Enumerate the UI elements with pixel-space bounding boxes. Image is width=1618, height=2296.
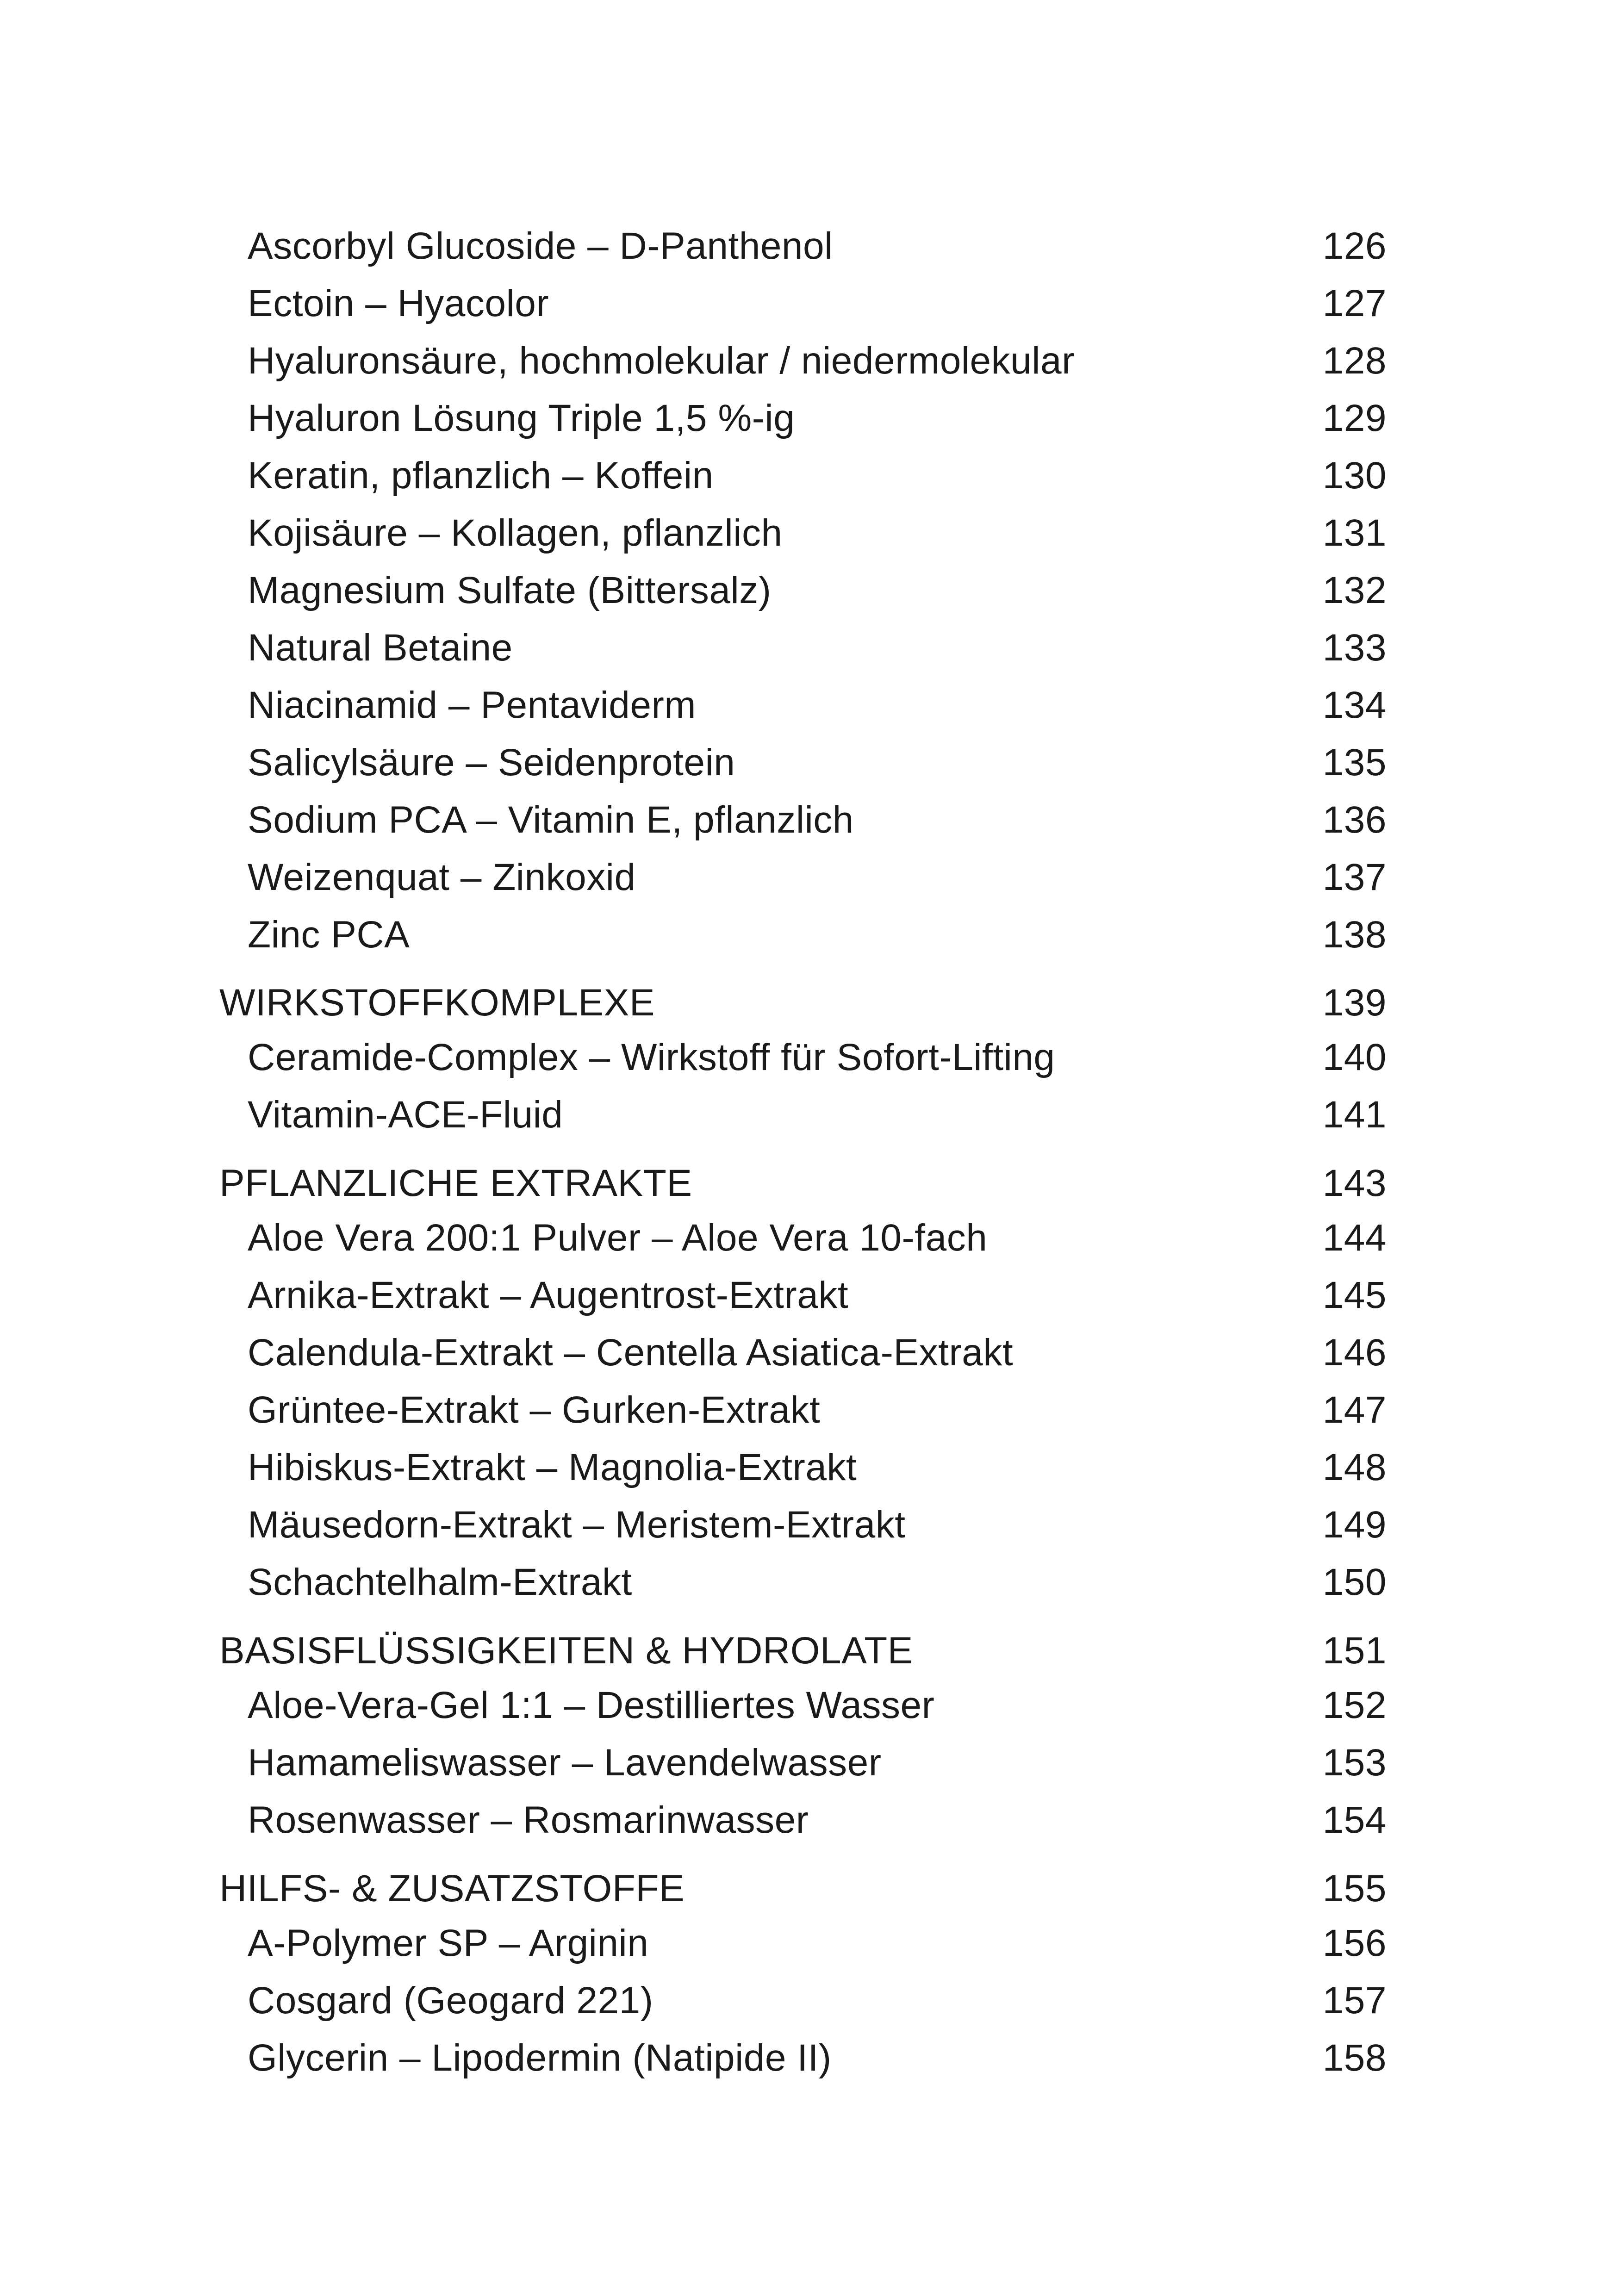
toc-entry-page: 133 bbox=[1322, 627, 1387, 669]
toc-entry bbox=[0, 1209, 1618, 1267]
toc-entry-page: 132 bbox=[1322, 569, 1387, 611]
toc-entry-label: Arnika-Extrakt – Augentrost-Extrakt bbox=[248, 1274, 849, 1316]
toc-entry bbox=[0, 1267, 1618, 1324]
toc-entry-label: Cosgard (Geogard 221) bbox=[248, 1979, 653, 2022]
toc-entry-page: 126 bbox=[1322, 225, 1387, 267]
toc-section-heading bbox=[0, 974, 1618, 1032]
toc-entry bbox=[0, 1972, 1618, 2029]
toc-entry bbox=[0, 2029, 1618, 2087]
toc-entry-label: Magnesium Sulfate (Bittersalz) bbox=[248, 569, 772, 611]
toc-entry-page: 134 bbox=[1322, 684, 1387, 726]
toc-entry bbox=[0, 390, 1618, 447]
toc-entry-page: 153 bbox=[1322, 1742, 1387, 1784]
toc-entry-label: Kojisäure – Kollagen, pflanzlich bbox=[248, 512, 783, 554]
toc-entry bbox=[0, 791, 1618, 849]
toc-entry-label: Hamameliswasser – Lavendelwasser bbox=[248, 1742, 882, 1784]
toc-entry-page: 154 bbox=[1322, 1799, 1387, 1841]
toc-entry-page: 138 bbox=[1322, 914, 1387, 956]
toc-entry bbox=[0, 1324, 1618, 1381]
toc-heading-page: 143 bbox=[1322, 1162, 1387, 1204]
toc-entry-label: Sodium PCA – Vitamin E, pflanzlich bbox=[248, 799, 854, 841]
toc-heading-label: HILFS- & ZUSATZSTOFFE bbox=[219, 1867, 685, 1910]
toc-entry-label: Rosenwasser – Rosmarinwasser bbox=[248, 1799, 809, 1841]
toc-heading-label: BASISFLÜSSIGKEITEN & HYDROLATE bbox=[219, 1630, 913, 1672]
toc-section-heading bbox=[0, 1155, 1618, 1212]
toc-entry-label: A-Polymer SP – Arginin bbox=[248, 1922, 649, 1964]
toc-entry-label: Glycerin – Lipodermin (Natipide II) bbox=[248, 2037, 832, 2079]
toc-entry-page: 158 bbox=[1322, 2037, 1387, 2079]
toc-entry-label: Mäusedorn-Extrakt – Meristem-Extrakt bbox=[248, 1504, 906, 1546]
toc-entry bbox=[0, 1439, 1618, 1496]
toc-heading-page: 155 bbox=[1322, 1867, 1387, 1910]
toc-entry bbox=[0, 906, 1618, 964]
toc-entry-page: 146 bbox=[1322, 1332, 1387, 1374]
toc-entry-page: 156 bbox=[1322, 1922, 1387, 1964]
toc-entry bbox=[0, 734, 1618, 791]
toc-entry-page: 128 bbox=[1322, 340, 1387, 382]
toc-entry-page: 130 bbox=[1322, 454, 1387, 497]
toc-entry bbox=[0, 1086, 1618, 1144]
toc-entry-page: 147 bbox=[1322, 1389, 1387, 1431]
toc-entry-label: Hyaluronsäure, hochmolekular / niedermolekular bbox=[248, 340, 1075, 382]
toc-entry-label: Zinc PCA bbox=[248, 914, 410, 956]
toc-entry-label: Ectoin – Hyacolor bbox=[248, 282, 549, 324]
toc-entry bbox=[0, 332, 1618, 390]
toc-entry-label: Weizenquat – Zinkoxid bbox=[248, 856, 636, 898]
toc-entry-page: 141 bbox=[1322, 1094, 1387, 1136]
toc-entry-page: 135 bbox=[1322, 741, 1387, 784]
toc-entry-page: 157 bbox=[1322, 1979, 1387, 2022]
toc-entry-label: Niacinamid – Pentaviderm bbox=[248, 684, 697, 726]
toc-entry-page: 145 bbox=[1322, 1274, 1387, 1316]
toc-entry-label: Salicylsäure – Seidenprotein bbox=[248, 741, 735, 784]
toc-entry-label: Grüntee-Extrakt – Gurken-Extrakt bbox=[248, 1389, 821, 1431]
toc-section-heading bbox=[0, 1622, 1618, 1680]
toc-entry-page: 148 bbox=[1322, 1446, 1387, 1488]
toc-entry-page: 137 bbox=[1322, 856, 1387, 898]
toc-entry bbox=[0, 1734, 1618, 1792]
toc-entry bbox=[0, 1677, 1618, 1734]
toc-entry bbox=[0, 1554, 1618, 1611]
toc-entry bbox=[0, 1792, 1618, 1849]
toc-entry-label: Hyaluron Lösung Triple 1,5 %-ig bbox=[248, 397, 795, 439]
toc-heading-label: WIRKSTOFFKOMPLEXE bbox=[219, 982, 655, 1024]
toc-entry-page: 144 bbox=[1322, 1217, 1387, 1259]
toc-entry-label: Aloe Vera 200:1 Pulver – Aloe Vera 10-fach bbox=[248, 1217, 988, 1259]
toc-entry bbox=[0, 447, 1618, 504]
toc-entry bbox=[0, 504, 1618, 562]
toc-entry-label: Ascorbyl Glucoside – D-Panthenol bbox=[248, 225, 833, 267]
toc-heading-page: 151 bbox=[1322, 1630, 1387, 1672]
toc-entry bbox=[0, 849, 1618, 906]
toc-entry bbox=[0, 1381, 1618, 1439]
toc-heading-page: 139 bbox=[1322, 982, 1387, 1024]
toc-entry-page: 149 bbox=[1322, 1504, 1387, 1546]
toc-entry bbox=[0, 562, 1618, 619]
toc-entry-page: 127 bbox=[1322, 282, 1387, 324]
toc-entry bbox=[0, 1029, 1618, 1086]
toc-section-heading bbox=[0, 1860, 1618, 1917]
toc-entry bbox=[0, 1915, 1618, 1972]
toc-entry-label: Calendula-Extrakt – Centella Asiatica-Extrakt bbox=[248, 1332, 1014, 1374]
toc-entry-label: Keratin, pflanzlich – Koffein bbox=[248, 454, 714, 497]
toc-entry-label: Aloe-Vera-Gel 1:1 – Destilliertes Wasser bbox=[248, 1684, 935, 1726]
toc-heading-label: PFLANZLICHE EXTRAKTE bbox=[219, 1162, 692, 1204]
toc-entry bbox=[0, 218, 1618, 275]
toc-entry bbox=[0, 619, 1618, 677]
toc-entry-label: Schachtelhalm-Extrakt bbox=[248, 1561, 632, 1603]
toc-entry bbox=[0, 677, 1618, 734]
toc-entry-page: 150 bbox=[1322, 1561, 1387, 1603]
toc-entry bbox=[0, 1496, 1618, 1554]
toc-entry-label: Ceramide-Complex – Wirkstoff für Sofort-Lifting bbox=[248, 1036, 1055, 1078]
toc-entry-page: 136 bbox=[1322, 799, 1387, 841]
toc-entry-page: 140 bbox=[1322, 1036, 1387, 1078]
toc-entry-page: 129 bbox=[1322, 397, 1387, 439]
toc-entry-label: Hibiskus-Extrakt – Magnolia-Extrakt bbox=[248, 1446, 857, 1488]
toc-entry-label: Vitamin-ACE-Fluid bbox=[248, 1094, 563, 1136]
toc-entry bbox=[0, 275, 1618, 332]
toc-entry-label: Natural Betaine bbox=[248, 627, 513, 669]
toc-entry-page: 131 bbox=[1322, 512, 1387, 554]
toc-entry-page: 152 bbox=[1322, 1684, 1387, 1726]
